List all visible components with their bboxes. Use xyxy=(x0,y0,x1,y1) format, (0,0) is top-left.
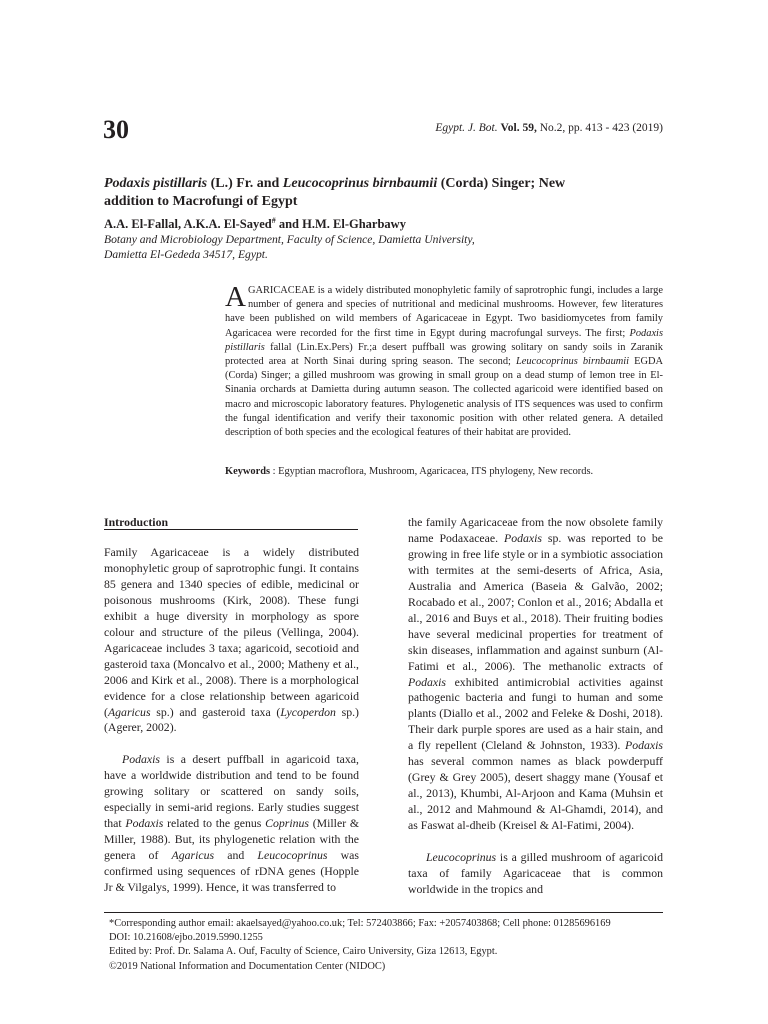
corresponding-mark: # xyxy=(271,216,276,225)
text-run: (Miller & Miller, 1988). But, its phylogenetic relation with the genera of xyxy=(104,816,359,863)
journal-name: Egypt. J. Bot. xyxy=(435,122,498,134)
title-text-2: (L.) Fr. and xyxy=(207,176,283,191)
abstract-text-1: GARICACEAE is a widely distributed monophyletic family of saprotrophic fungi, includes a large number of genera and species of nutritional and medicinal mushrooms. However, few literatures have been published on wild members of Agaricaceae in Egypt. Two basidiomycetes from family Agaricacea were recorded for the first time in Egypt during macrofungal surveys. The first; xyxy=(225,285,663,339)
italic-run: Podaxis xyxy=(122,752,161,767)
authors xyxy=(104,216,406,232)
abstract xyxy=(225,281,663,440)
italic-run: Agaricus xyxy=(171,848,215,863)
text-run: is a desert puffball in agaricoid taxa, have a worldwide distribution and tend to be found growing solitary or scattered on sandy soils, especially in semi-arid regions. Early studies suggest that xyxy=(104,752,359,831)
journal-citation xyxy=(435,122,663,134)
footnotes xyxy=(109,917,669,974)
journal-volume: Vol. 59, xyxy=(500,122,537,134)
italic-run: Lycoperdon xyxy=(280,704,336,719)
affiliation-line-2: Damietta El-Gededa 34517, Egypt. xyxy=(104,248,268,261)
text-run: the family Agaricaceae from the now obsolete family name Podaxaceae. xyxy=(408,515,663,545)
footnote-doi: DOI: 10.21608/ejbo.2019.5990.1255 xyxy=(109,932,263,944)
italic-run: Podaxis xyxy=(624,738,663,753)
drop-cap: A xyxy=(225,281,246,313)
footnote-editor: Edited by: Prof. Dr. Salama A. Ouf, Faculty of Science, Cairo University, Giza 12613, Egypt. xyxy=(109,946,498,958)
abstract-text-3: EGDA (Corda) Singer; a gilled mushroom was growing in small group on a dead stump of lemon tree in El-Sinania orchards at Damietta during autumn season. The collected agaricoid were identified based on macro and microscopic laboratory features. Phylogenetic analysis of ITS sequences was used to confirm the fungal identification and verify their taxonomic position with other related genera. A detailed description of both species and the ecological features of their habitat are provided. xyxy=(225,356,663,439)
footnote-rule xyxy=(104,912,663,913)
text-run: sp. was reported to be growing in free life style or in a symbiotic association with termites at the semi-deserts of Africa, Asia, Australia and America (Baseia & Galvão, 2002; Rocabado et al., 2007; Conlon et al., 2016; Abdalla et al., 2016 and Buys et al., 2018). Their fruiting bodies have several medicinal properties for treatment of skin diseases, inflammation and against sunburn (Al-Fatimi et al., 2006). The methanolic extracts of xyxy=(408,530,663,673)
italic-run: Podaxis xyxy=(504,530,543,545)
abstract-text-2: fallal (Lin.Ex.Pers) Fr.;a desert puffball was growing solitary on sandy soils in Zaranik protected area at North Sinai during spring season. The second; xyxy=(225,341,663,368)
italic-run: Leucocoprinus xyxy=(426,850,497,865)
left-column xyxy=(104,545,359,896)
footnote-copyright: ©2019 National Information and Documentation Center (NIDOC) xyxy=(109,960,386,972)
authors-part-b: and H.M. El-Gharbawy xyxy=(275,217,406,232)
text-run: is a gilled mushroom of agaricoid taxa of family Agaricaceae that is common worldwide in the tropics and xyxy=(408,850,663,896)
right-paragraph-2 xyxy=(408,850,663,898)
title-species-1: Podaxis pistillaris xyxy=(104,176,208,191)
article-title xyxy=(104,175,574,211)
page-number: 30 xyxy=(103,115,129,144)
footnote-corresponding-author: *Corresponding author email: akaelsayed@yahoo.co.uk; Tel: 572403866; Fax: +2057403868; Cell phone: 01285696169 xyxy=(109,918,611,929)
keywords-text: : Egyptian macroflora, Mushroom, Agaricacea, ITS phylogeny, New records. xyxy=(270,466,594,477)
keywords-label: Keywords xyxy=(225,466,271,477)
text-run: sp.) and gasteroid taxa ( xyxy=(150,704,281,719)
affiliation xyxy=(104,232,574,262)
italic-run: Podaxis xyxy=(408,674,447,689)
affiliation-line-1: Botany and Microbiology Department, Faculty of Science, Damietta University, xyxy=(104,233,475,246)
introduction-heading: Introduction xyxy=(104,515,358,530)
keywords xyxy=(225,465,663,479)
text-run: has several common names as black powderpuff (Grey & Grey 2005), desert shaggy mane (Yousaf et al., 2013), Khumbi, Al-Arjoon and Kama (Muhsin et al., 2012 and Mahmound & Al-Ghamdi, 2014), and as Faswat al-dheib (Kreisel & Al-Fatimi, 2004). xyxy=(408,754,663,833)
journal-issue-pages: No.2, pp. 413 - 423 (2019) xyxy=(539,122,663,134)
text-run: was confirmed using sequences of rDNA genes (Hopple Jr & Vilgalys, 1999). Hence, it was transferred to xyxy=(104,848,359,895)
right-paragraph-1 xyxy=(408,515,663,834)
italic-run: Coprinus xyxy=(265,816,310,831)
abstract-species-2: Leucocoprinus birnbaumii xyxy=(516,356,630,368)
text-run: and xyxy=(214,848,258,863)
title-text-3: (Corda) Singer; New addition to Macrofungi of Egypt xyxy=(104,176,566,209)
text-run: sp.) (Agerer, 2002). xyxy=(104,704,359,735)
intro-paragraph-2 xyxy=(104,752,359,896)
italic-run: Podaxis xyxy=(125,816,164,831)
text-run: Family Agaricaceae is a widely distributed monophyletic group of saprotrophic fungi. It contains 85 genera and 1340 species of edible, medicinal or poisonous mushrooms (Kirk, 2008). These fungi exhibit a huge diversity in morphology as spore colour and structure of the pileus (Vellinga, 2004). Agaricaceae includes 3 taxa; agaricoid, secotioid and gasteroid taxa (Moncalvo et al., 2000; Matheny et al., 2006 and Kirk et al., 2008). There is a morphological evidence for a close relationship between agaricoid ( xyxy=(104,545,359,719)
italic-run: Leucocoprinus xyxy=(257,848,328,863)
authors-part-a: A.A. El-Fallal, A.K.A. El-Sayed xyxy=(104,217,272,232)
right-column xyxy=(408,515,663,898)
italic-run: Agaricus xyxy=(107,704,151,719)
intro-paragraph-1 xyxy=(104,545,359,736)
title-species-2: Leucocoprinus birnbaumii xyxy=(282,176,438,191)
abstract-species-1: Podaxis pistillaris xyxy=(225,327,663,353)
text-run: exhibited antimicrobial activities against pathogenic bacteria and fungi to human and some plants (Diallo et al., 2002 and Feleke & Doshi, 2018). Their dark purple spores are used as a hair stain, and a fly repellent (Cleland & Johnston, 1933). xyxy=(408,674,663,753)
text-run: related to the genus xyxy=(163,816,266,831)
